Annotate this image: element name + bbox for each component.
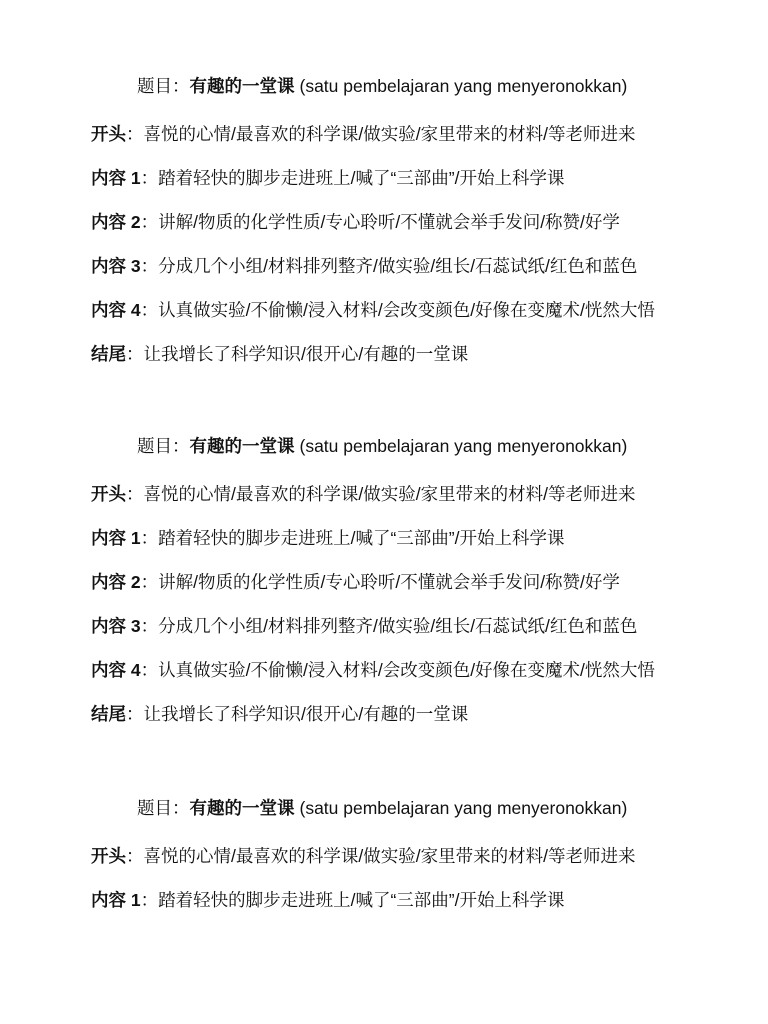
title-translation: (satu pembelajaran yang menyeronokkan) (299, 798, 628, 818)
outline-line (91, 878, 751, 922)
line-text: 讲解/物质的化学性质/专心聆听/不懂就会举手发问/称赞/好学 (158, 572, 620, 592)
line-separator: ： (126, 704, 144, 724)
line-label: 内容 4 (91, 660, 141, 680)
topic-block (91, 432, 751, 736)
outline-line (91, 332, 751, 376)
line-text: 分成几个小组/材料排列整齐/做实验/组长/石蕊试纸/红色和蓝色 (158, 256, 638, 276)
line-separator: ： (126, 846, 144, 866)
line-separator: ： (140, 212, 159, 232)
line-separator: ： (126, 344, 144, 364)
title-topic: 有趣的一堂课 (189, 76, 295, 96)
title-separator: ： (172, 436, 190, 456)
line-text: 踏着轻快的脚步走进班上/喊了“三部曲”/开始上科学课 (158, 528, 565, 548)
line-label: 内容 1 (91, 168, 141, 188)
title-separator: ： (172, 76, 190, 96)
title-topic: 有趣的一堂课 (189, 436, 295, 456)
line-separator: ： (126, 124, 144, 144)
line-separator: ： (140, 660, 159, 680)
outline-line (91, 560, 751, 604)
outline-line (91, 834, 751, 878)
line-label: 内容 3 (91, 256, 141, 276)
topic-block (91, 72, 751, 376)
line-label: 内容 2 (91, 572, 141, 592)
line-label: 结尾 (91, 704, 126, 724)
outline-line (91, 648, 751, 692)
outline-line (91, 288, 751, 332)
line-text: 认真做实验/不偷懒/浸入材料/会改变颜色/好像在变魔术/恍然大悟 (158, 660, 655, 680)
topic-block (91, 794, 751, 922)
outline-line (91, 200, 751, 244)
line-separator: ： (140, 168, 159, 188)
outline-line (91, 604, 751, 648)
title-translation: (satu pembelajaran yang menyeronokkan) (299, 436, 628, 456)
line-text: 分成几个小组/材料排列整齐/做实验/组长/石蕊试纸/红色和蓝色 (158, 616, 638, 636)
line-label: 开头 (91, 484, 126, 504)
outline-line (91, 244, 751, 288)
line-text: 喜悦的心情/最喜欢的科学课/做实验/家里带来的材料/等老师进来 (143, 846, 636, 866)
title-label: 题目 (137, 436, 172, 456)
title-separator: ： (172, 798, 190, 818)
title-translation: (satu pembelajaran yang menyeronokkan) (299, 76, 628, 96)
line-label: 内容 3 (91, 616, 141, 636)
line-text: 让我增长了科学知识/很开心/有趣的一堂课 (143, 704, 469, 724)
line-separator: ： (140, 616, 159, 636)
line-label: 内容 4 (91, 300, 141, 320)
line-text: 喜悦的心情/最喜欢的科学课/做实验/家里带来的材料/等老师进来 (143, 484, 636, 504)
topic-title (137, 432, 751, 460)
line-label: 开头 (91, 846, 126, 866)
line-separator: ： (140, 572, 159, 592)
outline-line (91, 692, 751, 736)
line-label: 内容 2 (91, 212, 141, 232)
topic-title (137, 72, 751, 100)
title-label: 题目 (137, 76, 172, 96)
outline-line (91, 472, 751, 516)
line-separator: ： (126, 484, 144, 504)
line-text: 讲解/物质的化学性质/专心聆听/不懂就会举手发问/称赞/好学 (158, 212, 620, 232)
line-label: 结尾 (91, 344, 126, 364)
line-text: 喜悦的心情/最喜欢的科学课/做实验/家里带来的材料/等老师进来 (143, 124, 636, 144)
line-separator: ： (140, 256, 159, 276)
line-separator: ： (140, 300, 159, 320)
topic-title (137, 794, 751, 822)
outline-line (91, 156, 751, 200)
line-separator: ： (140, 528, 159, 548)
line-text: 踏着轻快的脚步走进班上/喊了“三部曲”/开始上科学课 (158, 890, 565, 910)
line-label: 内容 1 (91, 528, 141, 548)
title-label: 题目 (137, 798, 172, 818)
outline-line (91, 516, 751, 560)
outline-line (91, 112, 751, 156)
title-topic: 有趣的一堂课 (189, 798, 295, 818)
line-text: 认真做实验/不偷懒/浸入材料/会改变颜色/好像在变魔术/恍然大悟 (158, 300, 655, 320)
line-text: 让我增长了科学知识/很开心/有趣的一堂课 (143, 344, 469, 364)
line-separator: ： (140, 890, 159, 910)
line-label: 内容 1 (91, 890, 141, 910)
line-label: 开头 (91, 124, 126, 144)
line-text: 踏着轻快的脚步走进班上/喊了“三部曲”/开始上科学课 (158, 168, 565, 188)
